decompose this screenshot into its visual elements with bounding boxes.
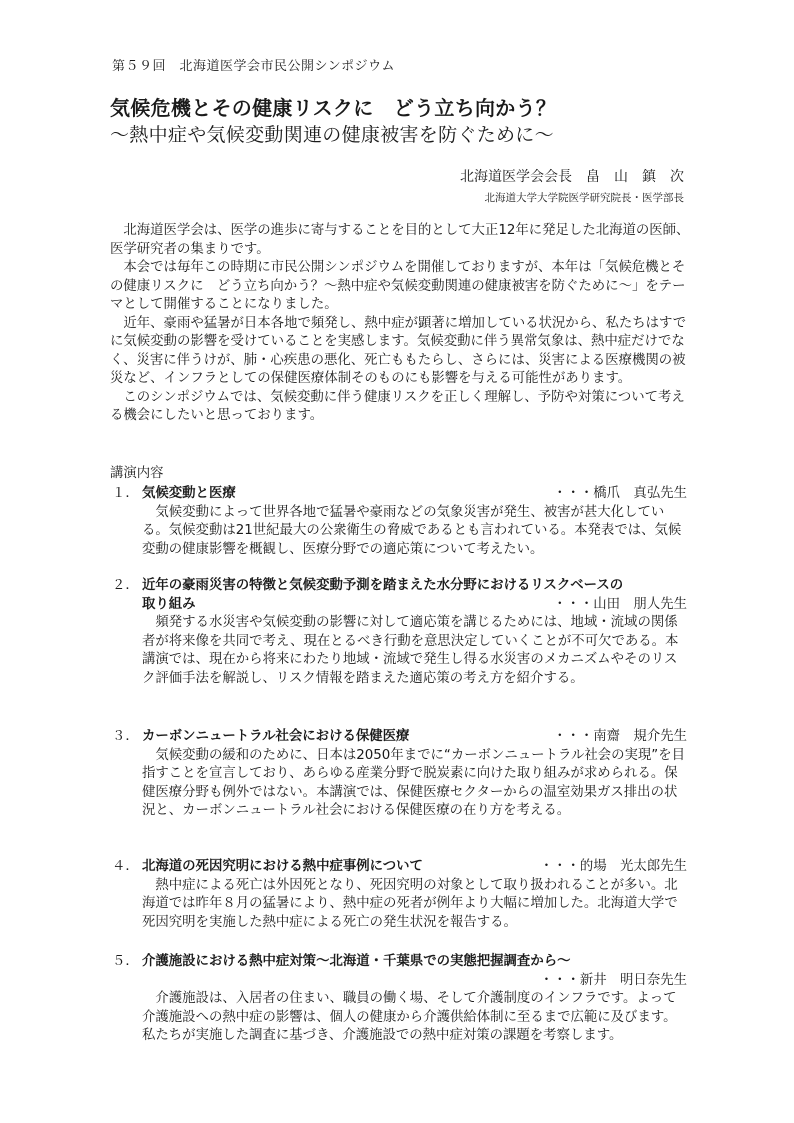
- lecture-title: 近年の豪雨災害の特徴と気候変動予測を踏まえた水分野におけるリスクベースの: [142, 578, 624, 593]
- lecture-title: カーボンニュートラル社会における保健医療: [142, 729, 410, 744]
- page-title: 気候危機とその健康リスクに どう立ち向かう？: [110, 96, 557, 120]
- author-line: 北海道医学会会長 畠 山 鎮 次: [460, 169, 684, 185]
- lecture-speaker: ・・・山田 朋人先生: [553, 596, 687, 612]
- lecture-title: 北海道の死因究明における熱中症事例について: [142, 859, 423, 874]
- lecture-speaker: ・・・新井 明日奈先生: [539, 972, 687, 988]
- intro-text: [110, 222, 690, 426]
- intro-paragraph: 近年、豪雨や猛暑が日本各地で頻発し、熱中症が顕著に増加している状況から、私たちはすでに気候変動の影響を受けていることを実感します。気候変動に伴う異常気象は、熱中症だけでなく、災害に伴うけが、肺・心疾患の悪化、死亡ももたらし、さらには、災害による医療機関の被災など、インフラとしての保健医療体制そのものにも影響を与える可能性があります。: [110, 315, 687, 386]
- lecture-item: [112, 485, 687, 559]
- lecture-abstract: 介護施設は、入居者の住まい、職員の働く場、そして介護制度のインフラです。よって介護施設への熱中症の影響は、個人の健康から介護供給体制に至るまで広範に及びます。私たちが実施した調査に基づき、介護施設での熱中症対策の課題を考察します。: [142, 991, 677, 1043]
- lecture-item: [112, 728, 687, 821]
- lecture-number: ２．: [112, 578, 139, 593]
- intro-paragraph: 本会では毎年この時期に市民公開シンポジウムを開催しておりますが、本年は「気候危機とその健康リスクに どう立ち向かう？～熱中症や気候変動関連の健康被害を防ぐために～」をテーマとして開催することになりました。: [110, 260, 686, 312]
- lecture-number: ５．: [112, 954, 139, 969]
- lecture-title: 気候変動と医療: [142, 486, 236, 501]
- lecture-number: ４．: [112, 859, 139, 874]
- lecture-abstract: 頻発する水災害や気候変動の影響に対して適応策を講じるためには、地域・流域の関係者が将来像を共同で考え、現在とるべき行動を意思決定していくことが不可欠である。本講演では、現在から将来にわたり地域・流域で発生し得る水災害のメカニズムやそのリスク評価手法を解説し、リスク情報を踏まえた適応策の考え方を紹介する。: [142, 615, 679, 686]
- lecture-abstract: 気候変動の緩和のために、日本は2050年までに“カーボンニュートラル社会の実現”を目指すことを宣言しており、あらゆる産業分野で脱炭素に向けた取り組みが求められる。保健医療分野も例外ではない。本講演では、保健医療セクターからの温室効果ガス排出の状況と、カーボンニュートラル社会における保健医療の在り方を考える。: [142, 747, 686, 818]
- lectures-heading: 講演内容: [110, 466, 164, 481]
- lecture-item: [112, 858, 687, 932]
- lecture-item: [112, 953, 687, 1046]
- page-subtitle: ～熱中症や気候変動関連の健康被害を防ぐために～: [110, 124, 554, 146]
- intro-paragraph: 北海道医学会は、医学の進歩に寄与することを目的として大正12年に発足した北海道の医師、医学研究者の集まりです。: [110, 223, 690, 257]
- lecture-abstract: 熱中症による死亡は外因死となり、死因究明の対象として取り扱われることが多い。北海道では昨年８月の猛暑により、熱中症の死者が例年より大幅に増加した。北海道大学で死因究明を実施した熱中症による死亡の発生状況を報告する。: [142, 877, 678, 930]
- lecture-speaker: ・・・的場 光太郎先生: [539, 859, 687, 874]
- lecture-item: [112, 577, 687, 688]
- symposium-header: 第５９回 北海道医学会市民公開シンポジウム: [112, 59, 396, 74]
- lecture-speaker: ・・・南齋 規介先生: [553, 729, 687, 744]
- lecture-number: ３．: [112, 729, 139, 744]
- lecture-abstract: 気候変動によって世界各地で猛暑や豪雨などの気象災害が発生、被害が甚大化している。気候変動は21世紀最大の公衆衛生の脅威であるとも言われている。本発表では、気候変動の健康影響を概観し、医療分野での適応策について考えたい。: [142, 504, 682, 557]
- lecture-speaker: ・・・橋爪 真弘先生: [553, 486, 687, 501]
- intro-paragraph: このシンポジウムでは、気候変動に伴う健康リスクを正しく理解し、予防や対策について考える機会にしたいと思っております。: [110, 389, 685, 423]
- author-affiliation: 北海道大学大学院医学研究院長・医学部長: [484, 192, 684, 204]
- lecture-title: 介護施設における熱中症対策～北海道・千葉県での実態把握調査から～: [142, 954, 571, 969]
- lecture-title-continued: 取り組み: [142, 596, 196, 612]
- lecture-number: １．: [112, 486, 139, 501]
